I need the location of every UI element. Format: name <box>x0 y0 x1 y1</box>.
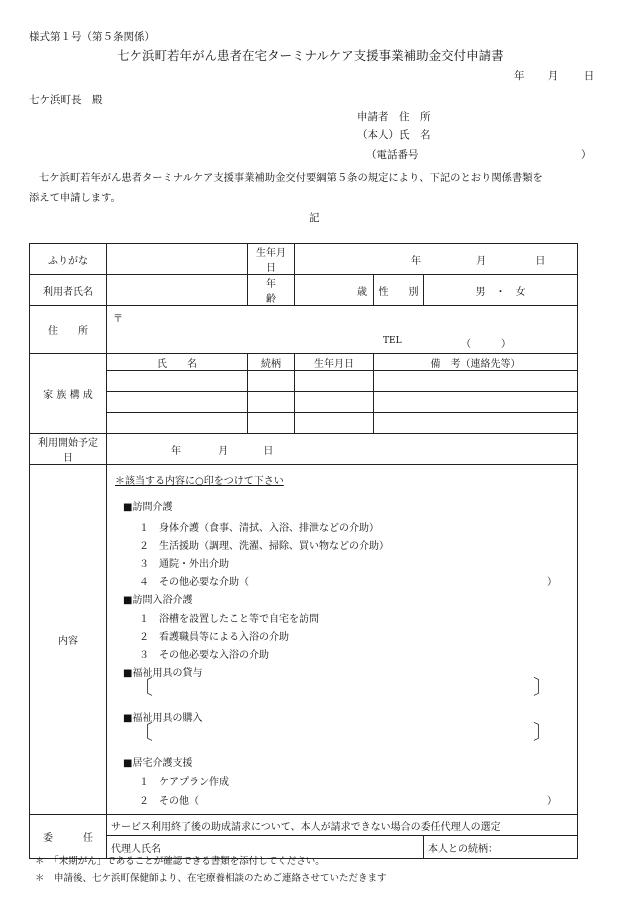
phone-close: ） <box>581 149 592 161</box>
addressee: 七ケ浜町長 殿 <box>29 94 103 106</box>
home-care-item-1[interactable]: １ 身体介護（食事、清拭、入浴、排泄などの介助） <box>139 523 379 534</box>
family-row-1-notes[interactable] <box>374 371 578 392</box>
family-row-3-relation[interactable] <box>248 413 295 434</box>
body-text-1: 七ケ浜町若年がん患者ターミナルケア支援事業補助金交付要綱第５条の規定により、下記のとおり関係書類を <box>39 172 543 184</box>
content-field[interactable] <box>107 465 578 815</box>
home-care-item-4[interactable]: ４ その他必要な介助（ <box>139 577 249 588</box>
home-care-item-2[interactable]: ２ 生活援助（調理、洗濯、掃除、買い物などの介助） <box>139 541 389 552</box>
relation-label: 本人との続柄： <box>428 843 498 855</box>
date-year: 年 <box>514 70 525 82</box>
sec-equipment-rental: ■福祉用具の貸与 <box>123 668 203 679</box>
start-month: 月 <box>218 445 229 457</box>
delegate-text: サービス利用終了後の助成請求について、本人が請求できない場合の委任代理人の選定 <box>107 815 578 836</box>
date-month: 月 <box>547 70 559 82</box>
bath-care-item-3[interactable]: ３ その他必要な入浴の介助 <box>139 650 269 661</box>
family-row-1-relation[interactable] <box>248 371 295 392</box>
sex-label: 性 別 <box>374 275 424 306</box>
family-header-name: 氏 名 <box>107 354 248 371</box>
family-label: 家 族 構 成 <box>30 354 107 434</box>
home-care-item-4-close: ） <box>547 577 557 588</box>
address-field[interactable] <box>107 306 578 354</box>
relation-field[interactable] <box>424 836 578 859</box>
postal-mark: 〒 <box>113 314 123 325</box>
furigana-field[interactable] <box>107 244 248 275</box>
sex-field[interactable]: 男 ・ 女 <box>424 275 578 306</box>
furigana-label: ふりがな <box>30 244 107 275</box>
dob-day: 日 <box>535 255 546 267</box>
start-date-field[interactable] <box>107 434 578 465</box>
tel-paren: （ ） <box>461 339 511 350</box>
bath-care-item-2[interactable]: ２ 看護職員等による入浴の介助 <box>139 632 289 643</box>
form-number: 様式第１号（第５条関係） <box>29 31 155 43</box>
family-row-2-name[interactable] <box>107 392 248 413</box>
applicant-phone: （電話番号 <box>366 149 419 161</box>
user-name-field[interactable] <box>107 275 248 306</box>
dob-label: 生年月日 <box>248 244 295 275</box>
body-text-2: 添えて申請します。 <box>29 192 121 204</box>
tel-label: TEL <box>383 336 402 346</box>
family-row-3-notes[interactable] <box>374 413 578 434</box>
dob-year: 年 <box>411 255 421 267</box>
address-label: 住 所 <box>30 306 107 354</box>
sec-home-care: ■訪問介護 <box>123 502 173 513</box>
content-instruction: ＊該当する内容に○印をつけて下さい <box>115 476 284 487</box>
family-row-2-dob[interactable] <box>295 392 374 413</box>
application-table <box>29 243 578 859</box>
ki-label: 記 <box>309 212 320 224</box>
sec-equipment-purchase: ■福祉用具の購入 <box>123 713 203 724</box>
home-care-item-3[interactable]: ３ 通院・外出介助 <box>139 559 229 570</box>
applicant-address: 申請者 住 所 <box>357 111 431 123</box>
age-label: 年 齢 <box>248 275 295 306</box>
start-date-label: 利用開始予定日 <box>30 434 107 465</box>
dob-field[interactable] <box>295 244 578 275</box>
purchase-bracket-open: 〔 <box>133 720 153 744</box>
sec-bath-care: ■訪問入浴介護 <box>123 595 193 606</box>
proxy-name-label: 代理人氏名 <box>111 843 161 855</box>
family-row-2-notes[interactable] <box>374 392 578 413</box>
content-label: 内容 <box>30 465 107 815</box>
dob-month: 月 <box>476 255 487 267</box>
purchase-bracket-close: 〕 <box>533 720 553 744</box>
footnote-2: ＊ 申請後、七ケ浜町保健師より、在宅療養相談のためご連絡させていただきます <box>35 873 387 884</box>
family-header-notes: 備 考（連絡先等） <box>374 354 578 371</box>
sec-care-support: ■居宅介護支援 <box>123 758 193 769</box>
applicant-name: （本人）氏 名 <box>357 129 431 141</box>
date-day: 日 <box>583 70 595 82</box>
start-day: 日 <box>263 445 274 457</box>
family-row-1-dob[interactable] <box>295 371 374 392</box>
care-support-item-1[interactable]: １ ケアプラン作成 <box>139 777 229 788</box>
date-line <box>514 68 594 83</box>
rental-bracket-open: 〔 <box>133 675 153 699</box>
bath-care-item-1[interactable]: １ 浴槽を設置したこと等で自宅を訪問 <box>139 614 319 625</box>
rental-bracket-close: 〕 <box>533 675 553 699</box>
footnote-1: ＊ 「末期がん」であることが確認できる書類を添付してください。 <box>35 856 325 867</box>
family-header-dob: 生年月日 <box>295 354 374 371</box>
family-header-relation: 続柄 <box>248 354 295 371</box>
delegate-label: 委 任 <box>30 815 107 859</box>
form-title: 七ケ浜町若年がん患者在宅ターミナルケア支援事業補助金交付申請書 <box>117 48 504 63</box>
care-support-item-2-close: ） <box>547 796 557 807</box>
care-support-item-2[interactable]: ２ その他（ <box>139 796 199 807</box>
family-row-3-dob[interactable] <box>295 413 374 434</box>
start-year: 年 <box>171 445 181 457</box>
family-row-1-name[interactable] <box>107 371 248 392</box>
family-row-3-name[interactable] <box>107 413 248 434</box>
family-row-2-relation[interactable] <box>248 392 295 413</box>
age-field[interactable] <box>295 275 374 306</box>
user-name-label: 利用者氏名 <box>30 275 107 306</box>
age-unit: 歳 <box>357 286 367 298</box>
